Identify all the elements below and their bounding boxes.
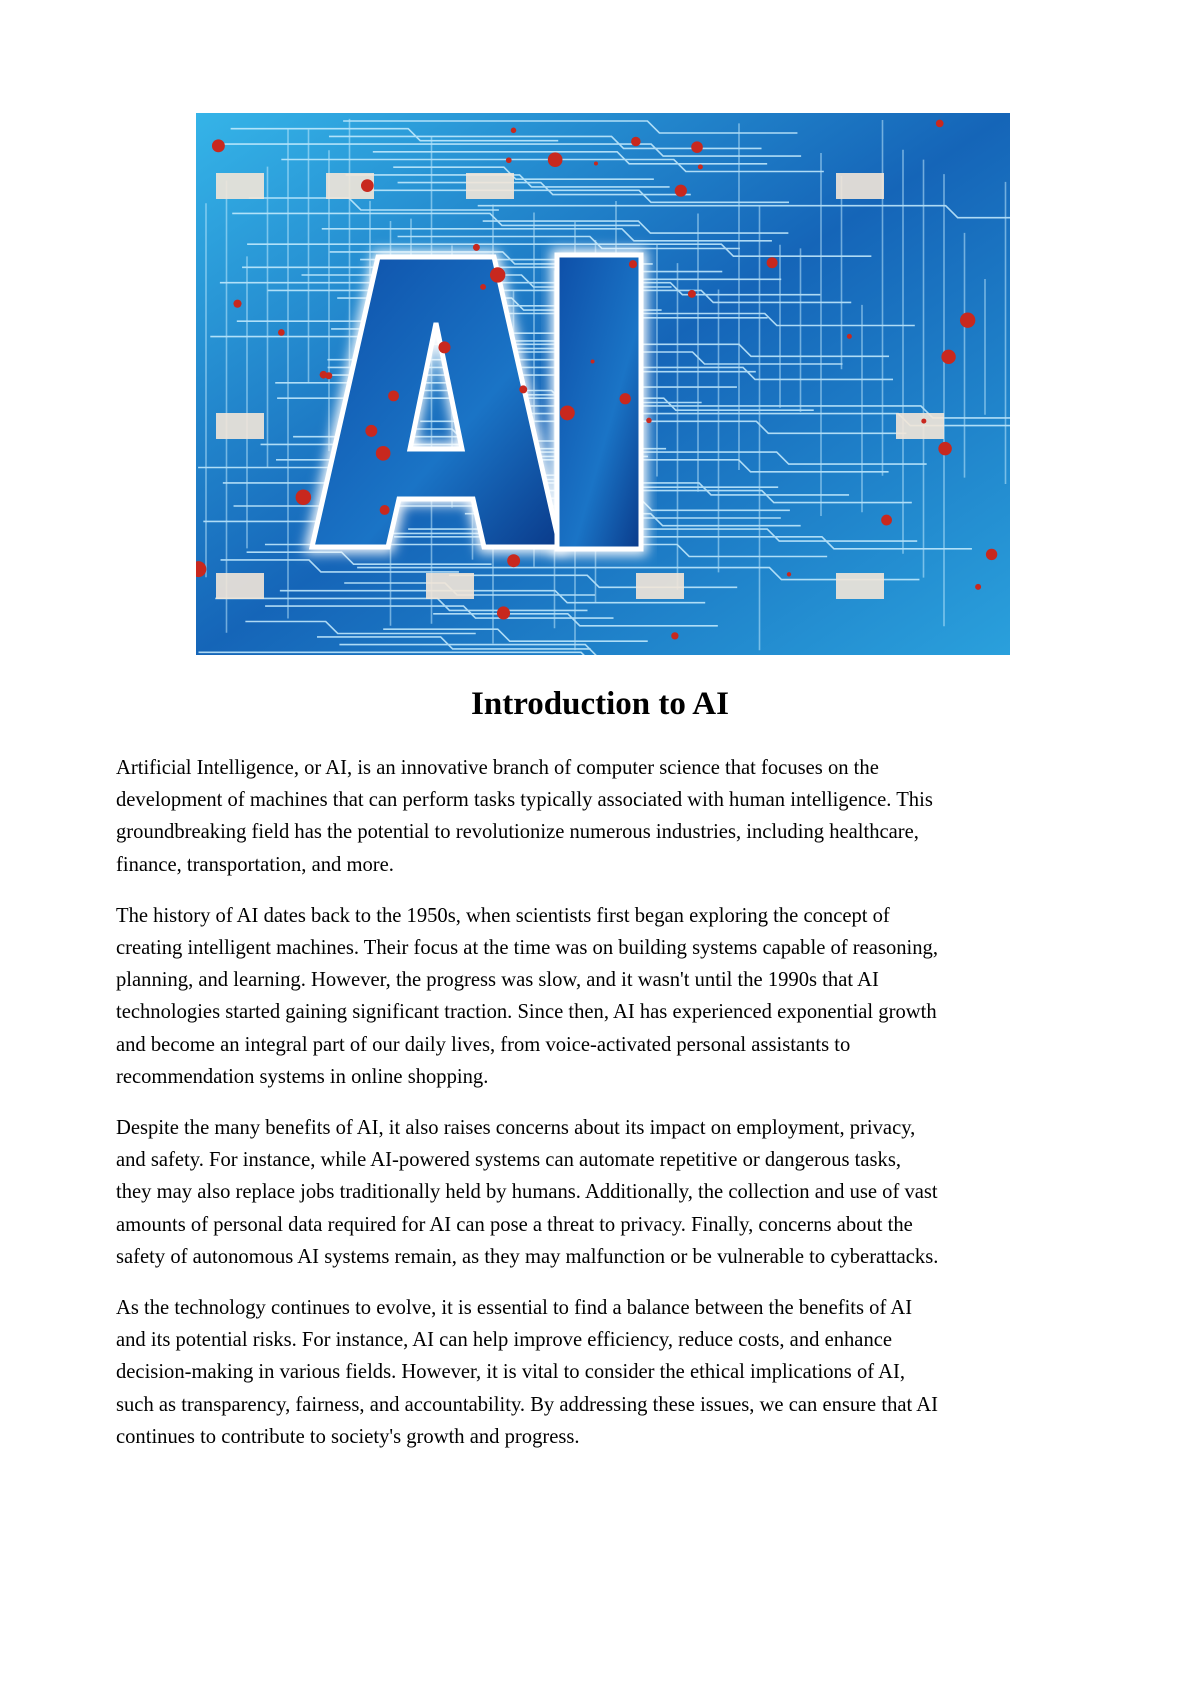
text-line: amounts of personal data required for AI can pose a threat to privacy. Finally, concerns about the (116, 1213, 913, 1236)
circuit-node (438, 341, 450, 353)
text-line: such as transparency, fairness, and accountability. By addressing these issues, we can ensure that AI (116, 1393, 938, 1416)
circuit-node (941, 350, 955, 364)
circuit-node (548, 152, 563, 167)
circuit-pad (216, 573, 264, 599)
text-line: they may also replace jobs traditionally held by humans. Additionally, the collection and use of vast (116, 1181, 938, 1204)
text-line: groundbreaking field has the potential to revolutionize numerous industries, including healthcare, (116, 821, 919, 844)
circuit-node (675, 185, 687, 197)
circuit-node (380, 505, 390, 515)
circuit-node (620, 393, 631, 404)
circuit-pad (836, 173, 884, 199)
paragraph-4 (116, 1292, 1116, 1453)
circuit-pad (466, 173, 514, 199)
text-line: continues to contribute to society's growth and progress. (116, 1425, 580, 1448)
text-line: decision-making in various fields. However, it is vital to consider the ethical implications of AI, (116, 1361, 905, 1384)
circuit-node (921, 419, 926, 424)
circuit-node (671, 632, 678, 639)
circuit-node (212, 139, 225, 152)
circuit-node (629, 260, 637, 268)
circuit-pad (216, 413, 264, 439)
circuit-node (631, 137, 641, 147)
text-line: finance, transportation, and more. (116, 853, 394, 876)
circuit-node (361, 179, 374, 192)
circuit-pad (896, 413, 944, 439)
circuit-pad (426, 573, 474, 599)
circuit-node (480, 284, 486, 290)
circuit-node (519, 385, 527, 393)
circuit-node (938, 442, 951, 455)
circuit-node (365, 425, 377, 437)
text-line: and safety. For instance, while AI-powered systems can automate repetitive or dangerous tasks, (116, 1149, 901, 1172)
circuit-node (497, 606, 510, 619)
page-title: Introduction to AI (471, 686, 729, 722)
text-line: As the technology continues to evolve, it is essential to find a balance between the benefits of AI (116, 1297, 913, 1320)
circuit-node (936, 120, 944, 128)
circuit-node (473, 244, 480, 251)
text-line: planning, and learning. However, the progress was slow, and it wasn't until the 1990s that AI (116, 969, 879, 992)
circuit-pad (836, 573, 884, 599)
circuit-pad (216, 173, 264, 199)
circuit-node (591, 360, 595, 364)
circuit-node (787, 572, 791, 576)
text-line: and its potential risks. For instance, AI can help improve efficiency, reduce costs, and enhance (116, 1329, 893, 1352)
ai-circuit-hero-image (196, 113, 1010, 655)
circuit-node (688, 290, 696, 298)
circuit-node (490, 267, 505, 282)
text-line: safety of autonomous AI systems remain, as they may malfunction or be vulnerable to cyberattacks. (116, 1245, 939, 1268)
text-line: development of machines that can perform tasks typically associated with human intelligence. This (116, 789, 933, 812)
text-line: technologies started gaining significant traction. Since then, AI has experienced exponential growth (116, 1001, 937, 1024)
paragraph-3 (116, 1112, 1116, 1273)
circuit-node (975, 584, 981, 590)
circuit-node (511, 128, 517, 134)
circuit-node (960, 313, 975, 328)
document-body (116, 752, 1116, 1472)
circuit-node (881, 515, 892, 526)
text-line: and become an integral part of our daily lives, from voice-activated personal assistants to (116, 1033, 851, 1056)
circuit-node (320, 371, 328, 379)
text-line: creating intelligent machines. Their focus at the time was on building systems capable of reasoning, (116, 937, 939, 960)
circuit-node (767, 257, 778, 268)
circuit-node (646, 418, 651, 423)
text-line: recommendation systems in online shopping. (116, 1065, 489, 1088)
circuit-node (388, 390, 399, 401)
circuit-node (560, 406, 575, 421)
circuit-node (506, 157, 512, 163)
circuit-node (594, 161, 598, 165)
circuit-node (296, 489, 312, 505)
circuit-node (278, 329, 285, 336)
circuit-pad (636, 573, 684, 599)
paragraph-1 (116, 752, 1116, 881)
circuit-node (233, 300, 241, 308)
text-line: The history of AI dates back to the 1950s, when scientists first began exploring the concept of (116, 904, 890, 927)
circuit-node (847, 334, 852, 339)
text-line: Artificial Intelligence, or AI, is an innovative branch of computer science that focuses on the (116, 757, 879, 779)
circuit-node (691, 141, 703, 153)
paragraph-2 (116, 900, 1116, 1093)
text-line: Despite the many benefits of AI, it also raises concerns about its impact on employment, privacy, (116, 1117, 916, 1140)
circuit-node (507, 554, 520, 567)
circuit-node (376, 446, 391, 461)
circuit-node (986, 549, 997, 560)
circuit-node (698, 164, 703, 169)
